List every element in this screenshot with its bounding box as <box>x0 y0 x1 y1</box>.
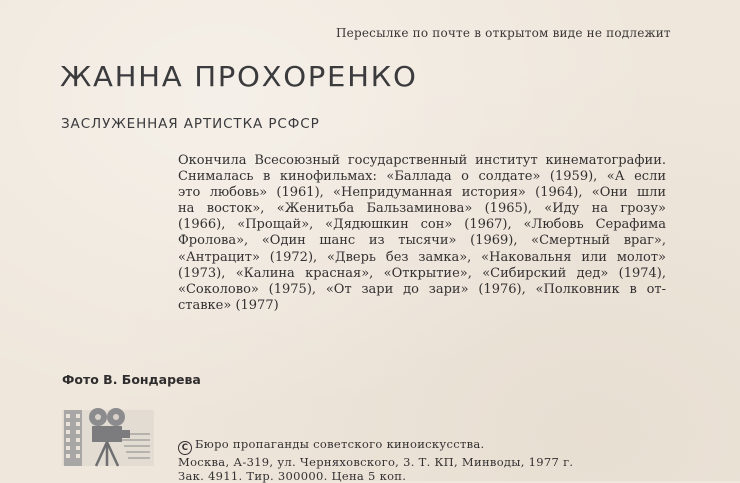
honorary-title: ЗАСЛУЖЕННАЯ АРТИСТКА РСФСР <box>61 116 320 132</box>
publisher-name: Бюро пропаганды советского киноискусства. <box>195 437 485 451</box>
biography-line: Фролова», «Один шанс из тысячи» (1969), «Смертный враг», <box>178 233 666 249</box>
publisher-line-1 <box>178 437 573 455</box>
biography-line: это любовь» (1961), «Непридуманная история» (1964), «Они шли <box>178 185 666 201</box>
biography-line: ставке» (1977) <box>178 297 279 313</box>
biography <box>178 153 666 314</box>
biography-line: «Антрацит» (1972), «Дверь без замка», «Наковальня или молот» <box>178 249 666 265</box>
postal-note: Пересылке по почте в открытом виде не подлежит <box>336 26 671 40</box>
biography-line: «Соколово» (1975), «От зари до зари» (1976), «Полковник в от- <box>178 281 666 297</box>
biography-line: (1973), «Калина красная», «Открытие», «Сибирский дед» (1974), <box>178 265 666 281</box>
actress-name: ЖАННА ПРОХОРЕНКО <box>60 60 418 93</box>
biography-line: (1966), «Прощай», «Дядюшкин сон» (1967), «Любовь Серафима <box>178 217 666 233</box>
publisher-info <box>178 437 573 483</box>
photo-credit: Фото В. Бондарева <box>62 372 201 387</box>
print-details: Зак. 4911. Тир. 300000. Цена 5 коп. <box>178 469 407 483</box>
publisher-address: Москва, А-319, ул. Черняховского, 3. Т. КП, Минводы, 1977 г. <box>178 455 574 469</box>
biography-line: на восток», «Женитьба Бальзаминова» (1965), «Иду на грозу» <box>178 201 666 217</box>
biography-line: Окончила Всесоюзный государственный институт кинематографии. <box>178 153 666 168</box>
biography-line: Снималась в кинофильмах: «Баллада о солдате» (1959), «А если <box>178 169 666 185</box>
film-camera-logo-icon <box>62 404 154 468</box>
copyright-icon: С <box>178 441 192 455</box>
